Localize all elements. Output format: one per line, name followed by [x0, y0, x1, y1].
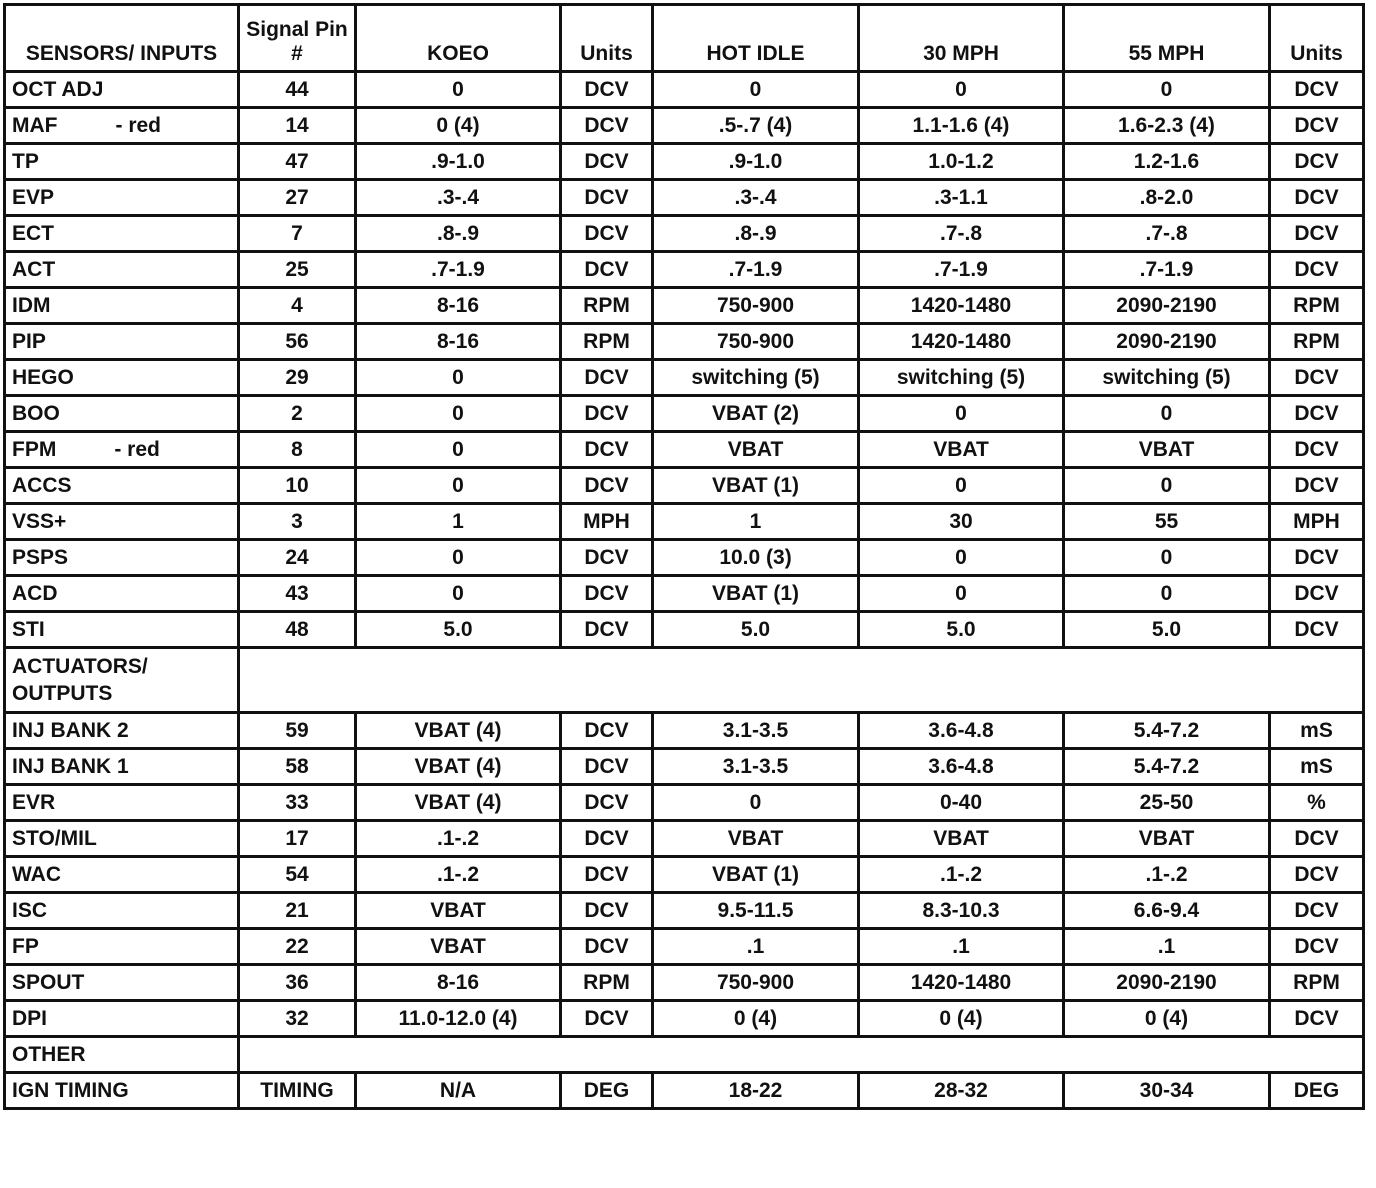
- cell-units: DCV: [561, 576, 653, 612]
- cell-signal-pin: 7: [239, 216, 356, 252]
- cell-name: [5, 1073, 239, 1109]
- cell-units: RPM: [561, 324, 653, 360]
- sensors-section: [5, 72, 1364, 648]
- cell-signal-pin: 2: [239, 396, 356, 432]
- cell-signal-pin: 48: [239, 612, 356, 648]
- cell-signal-pin: 59: [239, 713, 356, 749]
- cell-name: [5, 749, 239, 785]
- cell-units-2: DCV: [1270, 216, 1364, 252]
- cell-koeo: .1-.2: [356, 821, 561, 857]
- table-row: [5, 821, 1364, 857]
- cell-units-2: MPH: [1270, 504, 1364, 540]
- cell-55-mph: 2090-2190: [1064, 324, 1270, 360]
- cell-30-mph: 0: [859, 72, 1064, 108]
- cell-units-2: DCV: [1270, 360, 1364, 396]
- cell-signal-pin: 36: [239, 965, 356, 1001]
- cell-signal-pin: 32: [239, 1001, 356, 1037]
- cell-hot-idle: .8-.9: [653, 216, 859, 252]
- header-30-mph: 30 MPH: [859, 5, 1064, 72]
- row-name-label: MAF: [12, 113, 58, 137]
- cell-name: [5, 612, 239, 648]
- cell-30-mph: 0-40: [859, 785, 1064, 821]
- cell-hot-idle: .9-1.0: [653, 144, 859, 180]
- row-name-label: INJ BANK 2: [12, 718, 129, 742]
- cell-koeo: 0: [356, 432, 561, 468]
- cell-koeo: VBAT: [356, 893, 561, 929]
- cell-units-2: %: [1270, 785, 1364, 821]
- cell-units-2: DCV: [1270, 108, 1364, 144]
- cell-hot-idle: 0: [653, 72, 859, 108]
- cell-signal-pin: 33: [239, 785, 356, 821]
- row-name-label: STO/MIL: [12, 826, 97, 850]
- cell-units: DCV: [561, 540, 653, 576]
- cell-koeo: 11.0-12.0 (4): [356, 1001, 561, 1037]
- cell-signal-pin: 22: [239, 929, 356, 965]
- cell-signal-pin: 8: [239, 432, 356, 468]
- cell-units: RPM: [561, 965, 653, 1001]
- table-row: [5, 576, 1364, 612]
- cell-units-2: DCV: [1270, 576, 1364, 612]
- cell-hot-idle: 750-900: [653, 288, 859, 324]
- cell-units: DEG: [561, 1073, 653, 1109]
- cell-koeo: .3-.4: [356, 180, 561, 216]
- cell-name: [5, 360, 239, 396]
- table-row: [5, 468, 1364, 504]
- cell-koeo: 5.0: [356, 612, 561, 648]
- cell-signal-pin: 25: [239, 252, 356, 288]
- cell-koeo: 8-16: [356, 324, 561, 360]
- cell-30-mph: .1-.2: [859, 857, 1064, 893]
- table-row: [5, 749, 1364, 785]
- cell-30-mph: 8.3-10.3: [859, 893, 1064, 929]
- table-row: [5, 396, 1364, 432]
- cell-30-mph: VBAT: [859, 432, 1064, 468]
- row-name-label: INJ BANK 1: [12, 754, 129, 778]
- cell-signal-pin: 47: [239, 144, 356, 180]
- cell-hot-idle: 3.1-3.5: [653, 713, 859, 749]
- cell-signal-pin: 54: [239, 857, 356, 893]
- other-section: [5, 1073, 1364, 1109]
- row-name-label: ACD: [12, 581, 58, 605]
- cell-hot-idle: VBAT (1): [653, 857, 859, 893]
- cell-55-mph: 0: [1064, 576, 1270, 612]
- cell-units-2: DCV: [1270, 1001, 1364, 1037]
- cell-koeo: 0: [356, 540, 561, 576]
- wire-color-note: - red: [115, 113, 162, 137]
- section-blank: [239, 648, 1364, 713]
- cell-55-mph: 25-50: [1064, 785, 1270, 821]
- cell-55-mph: 0 (4): [1064, 1001, 1270, 1037]
- header-sensors-inputs: SENSORS/ INPUTS: [5, 5, 239, 72]
- section-label-other: OTHER: [5, 1037, 239, 1073]
- cell-units-2: DCV: [1270, 144, 1364, 180]
- cell-koeo: VBAT (4): [356, 749, 561, 785]
- cell-name: [5, 324, 239, 360]
- table-row: [5, 713, 1364, 749]
- cell-55-mph: VBAT: [1064, 432, 1270, 468]
- table-row: [5, 72, 1364, 108]
- cell-55-mph: .1-.2: [1064, 857, 1270, 893]
- row-name-label: HEGO: [12, 365, 74, 389]
- cell-signal-pin: TIMING: [239, 1073, 356, 1109]
- cell-name: [5, 396, 239, 432]
- table-row: [5, 360, 1364, 396]
- row-name-label: WAC: [12, 862, 61, 886]
- row-name-label: SPOUT: [12, 970, 85, 994]
- cell-koeo: 0: [356, 360, 561, 396]
- cell-55-mph: 5.0: [1064, 612, 1270, 648]
- cell-hot-idle: 10.0 (3): [653, 540, 859, 576]
- row-name-label: PSPS: [12, 545, 69, 569]
- cell-55-mph: 0: [1064, 396, 1270, 432]
- row-name-label: VSS+: [12, 509, 67, 533]
- cell-units-2: mS: [1270, 713, 1364, 749]
- cell-signal-pin: 27: [239, 180, 356, 216]
- cell-name: [5, 929, 239, 965]
- header-signal-pin: Signal Pin #: [239, 5, 356, 72]
- cell-koeo: .7-1.9: [356, 252, 561, 288]
- table-row: [5, 504, 1364, 540]
- cell-55-mph: VBAT: [1064, 821, 1270, 857]
- cell-hot-idle: 1: [653, 504, 859, 540]
- cell-units-2: DCV: [1270, 252, 1364, 288]
- table-header: [5, 5, 1364, 72]
- cell-name: [5, 1001, 239, 1037]
- cell-name: [5, 785, 239, 821]
- cell-name: [5, 857, 239, 893]
- section-blank: [239, 1037, 1364, 1073]
- cell-units: RPM: [561, 288, 653, 324]
- table-row: [5, 965, 1364, 1001]
- cell-55-mph: 0: [1064, 468, 1270, 504]
- cell-signal-pin: 21: [239, 893, 356, 929]
- row-name-label: PIP: [12, 329, 46, 353]
- cell-55-mph: 30-34: [1064, 1073, 1270, 1109]
- row-name-label: ACCS: [12, 473, 72, 497]
- cell-units-2: RPM: [1270, 324, 1364, 360]
- table-row: [5, 144, 1364, 180]
- table-row: [5, 540, 1364, 576]
- row-name-label: FPM: [12, 437, 57, 461]
- section-row-other: [5, 1037, 1364, 1073]
- cell-units-2: DCV: [1270, 396, 1364, 432]
- cell-koeo: 0: [356, 72, 561, 108]
- cell-name: [5, 72, 239, 108]
- cell-signal-pin: 4: [239, 288, 356, 324]
- cell-name: [5, 252, 239, 288]
- table-row: [5, 893, 1364, 929]
- cell-signal-pin: 24: [239, 540, 356, 576]
- cell-hot-idle: .5-.7 (4): [653, 108, 859, 144]
- cell-signal-pin: 44: [239, 72, 356, 108]
- cell-55-mph: .1: [1064, 929, 1270, 965]
- cell-30-mph: 28-32: [859, 1073, 1064, 1109]
- cell-name: [5, 965, 239, 1001]
- cell-koeo: 0: [356, 468, 561, 504]
- cell-30-mph: 0: [859, 468, 1064, 504]
- header-row: [5, 5, 1364, 72]
- cell-30-mph: .7-1.9: [859, 252, 1064, 288]
- cell-koeo: VBAT (4): [356, 713, 561, 749]
- header-55-mph: 55 MPH: [1064, 5, 1270, 72]
- row-name-label: ECT: [12, 221, 54, 245]
- cell-name: [5, 288, 239, 324]
- cell-koeo: 8-16: [356, 288, 561, 324]
- cell-hot-idle: VBAT (2): [653, 396, 859, 432]
- cell-30-mph: 0: [859, 540, 1064, 576]
- table-row: [5, 180, 1364, 216]
- cell-units: DCV: [561, 893, 653, 929]
- cell-30-mph: 3.6-4.8: [859, 749, 1064, 785]
- cell-koeo: VBAT: [356, 929, 561, 965]
- cell-units-2: DCV: [1270, 468, 1364, 504]
- cell-name: [5, 144, 239, 180]
- cell-units: DCV: [561, 396, 653, 432]
- cell-55-mph: 2090-2190: [1064, 288, 1270, 324]
- cell-units: DCV: [561, 821, 653, 857]
- cell-koeo: .9-1.0: [356, 144, 561, 180]
- section-row-actuators: [5, 648, 1364, 713]
- cell-hot-idle: 750-900: [653, 324, 859, 360]
- cell-55-mph: .7-1.9: [1064, 252, 1270, 288]
- cell-hot-idle: .7-1.9: [653, 252, 859, 288]
- cell-signal-pin: 3: [239, 504, 356, 540]
- cell-55-mph: 5.4-7.2: [1064, 749, 1270, 785]
- cell-units: DCV: [561, 144, 653, 180]
- table-row: [5, 324, 1364, 360]
- cell-koeo: 8-16: [356, 965, 561, 1001]
- row-name-label: EVP: [12, 185, 55, 209]
- cell-units-2: DEG: [1270, 1073, 1364, 1109]
- cell-hot-idle: .3-.4: [653, 180, 859, 216]
- table-row: [5, 108, 1364, 144]
- cell-30-mph: 1.0-1.2: [859, 144, 1064, 180]
- cell-hot-idle: VBAT (1): [653, 576, 859, 612]
- cell-30-mph: 5.0: [859, 612, 1064, 648]
- cell-units: DCV: [561, 929, 653, 965]
- header-units-2: Units: [1270, 5, 1364, 72]
- cell-units: DCV: [561, 180, 653, 216]
- cell-units: DCV: [561, 360, 653, 396]
- table-row: [5, 857, 1364, 893]
- cell-units: DCV: [561, 216, 653, 252]
- cell-units-2: DCV: [1270, 857, 1364, 893]
- cell-hot-idle: 3.1-3.5: [653, 749, 859, 785]
- cell-30-mph: 3.6-4.8: [859, 713, 1064, 749]
- cell-units: DCV: [561, 252, 653, 288]
- cell-koeo: 0 (4): [356, 108, 561, 144]
- cell-55-mph: 1.2-1.6: [1064, 144, 1270, 180]
- table-row: [5, 252, 1364, 288]
- cell-units-2: RPM: [1270, 965, 1364, 1001]
- cell-koeo: N/A: [356, 1073, 561, 1109]
- cell-name: [5, 180, 239, 216]
- table-row: [5, 1073, 1364, 1109]
- cell-55-mph: 55: [1064, 504, 1270, 540]
- cell-30-mph: .3-1.1: [859, 180, 1064, 216]
- cell-units-2: DCV: [1270, 929, 1364, 965]
- wire-color-note: - red: [114, 437, 160, 461]
- cell-name: [5, 821, 239, 857]
- cell-signal-pin: 17: [239, 821, 356, 857]
- section-label-actuators: ACTUATORS/ OUTPUTS: [5, 648, 239, 713]
- table-row: [5, 216, 1364, 252]
- header-koeo: KOEO: [356, 5, 561, 72]
- cell-55-mph: 6.6-9.4: [1064, 893, 1270, 929]
- table-row: [5, 785, 1364, 821]
- cell-30-mph: 0: [859, 396, 1064, 432]
- cell-units-2: DCV: [1270, 72, 1364, 108]
- cell-name: [5, 216, 239, 252]
- cell-30-mph: 1.1-1.6 (4): [859, 108, 1064, 144]
- cell-signal-pin: 14: [239, 108, 356, 144]
- cell-55-mph: switching (5): [1064, 360, 1270, 396]
- cell-signal-pin: 58: [239, 749, 356, 785]
- cell-55-mph: 0: [1064, 540, 1270, 576]
- cell-30-mph: VBAT: [859, 821, 1064, 857]
- cell-signal-pin: 10: [239, 468, 356, 504]
- cell-name: [5, 468, 239, 504]
- cell-units: MPH: [561, 504, 653, 540]
- cell-30-mph: .7-.8: [859, 216, 1064, 252]
- cell-55-mph: 0: [1064, 72, 1270, 108]
- cell-units-2: DCV: [1270, 432, 1364, 468]
- row-name-label: FP: [12, 934, 39, 958]
- table-row: [5, 1001, 1364, 1037]
- cell-units: DCV: [561, 72, 653, 108]
- cell-units-2: DCV: [1270, 821, 1364, 857]
- cell-units: DCV: [561, 785, 653, 821]
- cell-koeo: .8-.9: [356, 216, 561, 252]
- cell-hot-idle: 9.5-11.5: [653, 893, 859, 929]
- header-hot-idle: HOT IDLE: [653, 5, 859, 72]
- cell-units-2: DCV: [1270, 180, 1364, 216]
- cell-55-mph: 1.6-2.3 (4): [1064, 108, 1270, 144]
- cell-koeo: 1: [356, 504, 561, 540]
- cell-hot-idle: VBAT: [653, 821, 859, 857]
- cell-55-mph: .7-.8: [1064, 216, 1270, 252]
- actuators-section: [5, 713, 1364, 1037]
- cell-koeo: .1-.2: [356, 857, 561, 893]
- cell-name: [5, 576, 239, 612]
- cell-55-mph: .8-2.0: [1064, 180, 1270, 216]
- cell-30-mph: .1: [859, 929, 1064, 965]
- cell-koeo: 0: [356, 396, 561, 432]
- row-name-label: ISC: [12, 898, 48, 922]
- pinout-values-table: [3, 3, 1365, 1110]
- cell-hot-idle: 0: [653, 785, 859, 821]
- row-name-label: BOO: [12, 401, 60, 425]
- cell-koeo: VBAT (4): [356, 785, 561, 821]
- cell-hot-idle: 750-900: [653, 965, 859, 1001]
- cell-units: DCV: [561, 108, 653, 144]
- cell-hot-idle: switching (5): [653, 360, 859, 396]
- row-name-label: EVR: [12, 790, 56, 814]
- cell-hot-idle: 0 (4): [653, 1001, 859, 1037]
- cell-name: [5, 893, 239, 929]
- cell-units: DCV: [561, 713, 653, 749]
- cell-55-mph: 5.4-7.2: [1064, 713, 1270, 749]
- table-row: [5, 432, 1364, 468]
- other-section-header: [5, 1037, 1364, 1073]
- row-name-label: IDM: [12, 293, 51, 317]
- cell-units: DCV: [561, 749, 653, 785]
- row-name-label: IGN TIMING: [12, 1078, 129, 1102]
- cell-30-mph: 1420-1480: [859, 965, 1064, 1001]
- row-name-label: TP: [12, 149, 39, 173]
- cell-units: DCV: [561, 432, 653, 468]
- table-row: [5, 288, 1364, 324]
- cell-name: [5, 504, 239, 540]
- cell-30-mph: 0: [859, 576, 1064, 612]
- cell-30-mph: 1420-1480: [859, 288, 1064, 324]
- cell-30-mph: 1420-1480: [859, 324, 1064, 360]
- cell-units-2: RPM: [1270, 288, 1364, 324]
- cell-units: DCV: [561, 612, 653, 648]
- cell-30-mph: switching (5): [859, 360, 1064, 396]
- row-name-label: ACT: [12, 257, 56, 281]
- cell-units: DCV: [561, 857, 653, 893]
- table-row: [5, 612, 1364, 648]
- cell-units-2: DCV: [1270, 893, 1364, 929]
- cell-hot-idle: 18-22: [653, 1073, 859, 1109]
- cell-units-2: DCV: [1270, 612, 1364, 648]
- cell-units: DCV: [561, 1001, 653, 1037]
- cell-name: [5, 713, 239, 749]
- cell-units-2: mS: [1270, 749, 1364, 785]
- actuators-section-header: [5, 648, 1364, 713]
- cell-name: [5, 540, 239, 576]
- cell-signal-pin: 43: [239, 576, 356, 612]
- cell-hot-idle: 5.0: [653, 612, 859, 648]
- cell-hot-idle: VBAT: [653, 432, 859, 468]
- cell-units: DCV: [561, 468, 653, 504]
- cell-30-mph: 0 (4): [859, 1001, 1064, 1037]
- row-name-label: OCT ADJ: [12, 77, 104, 101]
- row-name-label: DPI: [12, 1006, 48, 1030]
- cell-signal-pin: 29: [239, 360, 356, 396]
- cell-koeo: 0: [356, 576, 561, 612]
- cell-55-mph: 2090-2190: [1064, 965, 1270, 1001]
- cell-name: [5, 432, 239, 468]
- header-units: Units: [561, 5, 653, 72]
- cell-name: [5, 108, 239, 144]
- cell-30-mph: 30: [859, 504, 1064, 540]
- cell-hot-idle: .1: [653, 929, 859, 965]
- cell-units-2: DCV: [1270, 540, 1364, 576]
- row-name-label: STI: [12, 617, 45, 641]
- cell-hot-idle: VBAT (1): [653, 468, 859, 504]
- table-row: [5, 929, 1364, 965]
- cell-signal-pin: 56: [239, 324, 356, 360]
